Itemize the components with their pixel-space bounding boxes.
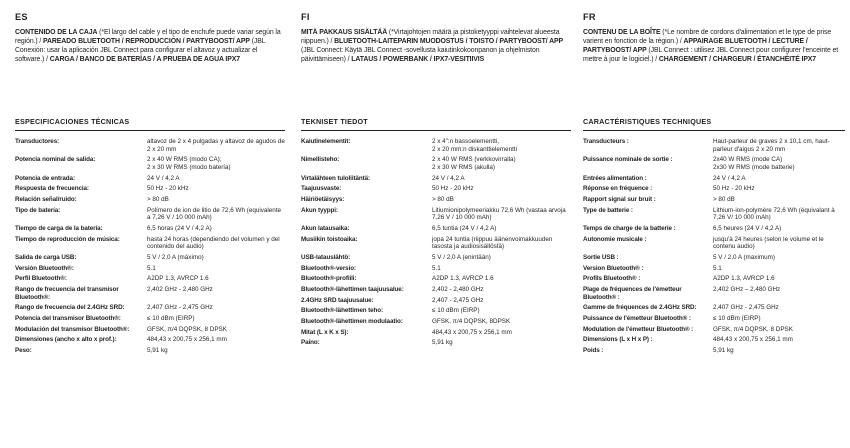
spec-value: 6,5 horas (24 V / 4,2 A) (147, 224, 212, 232)
spec-label: Puissance de l'émetteur Bluetooth® : (583, 314, 691, 322)
spec-label: Dimensiones (ancho x alto x prof.): (15, 336, 117, 344)
spec-label: Rapport signal sur bruit : (583, 195, 656, 203)
spec-row (301, 318, 571, 329)
spec-label: USB-latauslähtö: (301, 253, 351, 261)
intro-text: (JBL Connect : utilisez JBL Connect pour configurer l'enceinte et mettre à jour le logiciel.) / (583, 46, 839, 63)
spec-row (583, 304, 845, 315)
intro-text: (*El largo del cable y el tipo de enchufe puede variar según la región.) / (15, 29, 281, 45)
spec-value: 5 V / 2,0 A (maximum) (713, 253, 775, 261)
spec-value: 2,407 GHz - 2,475 GHz (713, 304, 779, 312)
spec-row (15, 185, 285, 196)
spec-label: Réponse en fréquence : (583, 185, 653, 193)
spec-value: GFSK, π/4 DQPSK, 8 DPSK (147, 325, 227, 333)
spec-label: Sortie USB : (583, 253, 619, 261)
intro-heading: CHARGEMENT / CHARGEUR / ÉTANCHÉITÉ IPX7 (658, 55, 817, 63)
spec-label: Rango de frecuencia del 2.4GHz SRD: (15, 304, 125, 312)
spec-label: Tiempo de reproducción de música: (15, 235, 120, 243)
spec-label: Musiikin toistoaika: (301, 235, 358, 243)
spec-value: 6,5 heures (24 V / 4,2 A) (713, 224, 782, 232)
spec-value: Litiumionipolymeeriakku 72,6 Wh (vastaa arvoja 7,26 V / 10 000 mAh) (432, 206, 566, 222)
spec-table (301, 138, 571, 350)
intro-paragraph (301, 29, 571, 117)
spec-row (301, 156, 571, 174)
spec-label: Dimensions (L x H x P) : (583, 336, 653, 344)
spec-label: Modulación del transmisor Bluetooth®: (15, 325, 130, 333)
spec-row (301, 339, 571, 350)
spec-row (15, 347, 285, 358)
spec-value: > 80 dB (147, 195, 169, 203)
spec-row (583, 286, 845, 304)
spec-row (15, 207, 285, 225)
spec-label: Respuesta de frecuencia: (15, 185, 89, 193)
spec-value: 484,43 x 200,75 x 256,1 mm (432, 328, 512, 336)
spec-value: > 80 dB (713, 195, 735, 203)
spec-label: Salida de carga USB: (15, 253, 77, 261)
intro-heading: APPAIRAGE BLUETOOTH / LECTURE / PARTYBOOST/ APP (583, 37, 808, 54)
spec-row (583, 175, 845, 186)
spec-row (583, 207, 845, 225)
spec-label: Bluetooth®-lähettimen teho: (301, 307, 384, 315)
spec-value: 24 V / 4,2 A (713, 174, 746, 182)
spec-row (301, 138, 571, 156)
spec-label: Autonomie musicale : (583, 235, 647, 243)
spec-row (15, 138, 285, 156)
spec-label: Tipo de batería: (15, 206, 61, 214)
spec-table (15, 138, 285, 358)
spec-label: Potencia del transmisor Bluetooth®: (15, 314, 121, 322)
spec-row (15, 175, 285, 186)
spec-label: Taajuusvaste: (301, 185, 342, 193)
spec-row (15, 336, 285, 347)
spec-row (583, 196, 845, 207)
spec-row (15, 304, 285, 315)
spec-row (583, 236, 845, 254)
spec-label: Entrées alimentation : (583, 174, 647, 182)
language-code: ES (15, 12, 28, 22)
intro-heading: PAREADO BLUETOOTH / REPRODUCCIÓN / PARTYBOOST/ APP (43, 37, 250, 45)
spec-label: Bluetooth®-profiili: (301, 275, 357, 283)
spec-value: 5.1 (147, 264, 156, 272)
spec-row (301, 196, 571, 207)
intro-heading: CONTENIDO DE LA CAJA (15, 29, 98, 36)
spec-row (301, 329, 571, 340)
spec-label: Häiriöetäisyys: (301, 195, 345, 203)
spec-row (583, 347, 845, 358)
spec-label: Bluetooth®-lähettimen modulaatio: (301, 318, 403, 325)
spec-value: jopa 24 tuntia (riippuu äänenvoimakkuuden tasosta ja audiosisällöstä) (432, 235, 553, 251)
spec-value: ≤ 10 dBm (EIRP) (432, 307, 480, 315)
spec-value: 5 V / 2,0 A (enintään) (432, 253, 491, 261)
spec-row (301, 236, 571, 254)
spec-row (583, 225, 845, 236)
spec-row (583, 326, 845, 337)
spec-value: 50 Hz - 20 kHz (432, 185, 474, 193)
spec-label: Virtalähteen tuloliitäntä: (301, 174, 371, 182)
spec-value: 5.1 (432, 264, 441, 272)
spec-label: Paino: (301, 339, 320, 347)
spec-value: Lithium-ion-polymère 72,6 Wh (équivalant à 7,26 V/ 10 000 mAh) (713, 206, 835, 222)
language-code: FI (301, 12, 310, 22)
spec-row (301, 175, 571, 186)
spec-label: Mitat (L x K x S): (301, 328, 349, 336)
spec-row (15, 254, 285, 265)
spec-row (583, 138, 845, 156)
spec-row (15, 286, 285, 304)
spec-row (15, 326, 285, 337)
spec-value: Haut-parleur de graves 2 x 10,1 cm, haut-parleur d'aigus 2 x 20 mm (713, 138, 830, 153)
spec-row (15, 236, 285, 254)
spec-value: 2,407 - 2,475 GHz (432, 296, 484, 304)
spec-value: 2 x 40 W RMS (modo CA); 2 x 30 W RMS (modo batería) (147, 156, 231, 171)
spec-label: Kaiutinelementit: (301, 138, 351, 145)
spec-label: Akun tyyppi: (301, 206, 338, 214)
spec-value: 5,91 kg (713, 346, 734, 354)
spec-row (301, 275, 571, 286)
spec-label: Potencia de entrada: (15, 174, 75, 182)
spec-value: A2DP 1.3, AVRCP 1.6 (147, 275, 209, 283)
intro-text: (*Virtajohtojen määrä ja pistoketyyppi vaihtelevat alueesta riippuen.) / (301, 29, 560, 45)
language-column-fr (583, 12, 845, 358)
spec-label: Puissance nominale de sortie : (583, 156, 673, 164)
spec-value: 2,402 - 2,480 GHz (432, 285, 484, 293)
spec-label: 2.4GHz SRD taajuusalue: (301, 296, 374, 304)
spec-value: ≤ 10 dBm (EIRP) (713, 314, 761, 322)
spec-value: altavoz de 2 x 4 pulgadas y altavoz de agudos de 2 x 20 mm (147, 138, 285, 153)
spec-value: A2DP 1.3, AVRCP 1.6 (713, 275, 775, 283)
spec-label: Tiempo de carga de la batería: (15, 224, 103, 232)
intro-heading: CARGA / BANCO DE BATERÍAS / A PRUEBA DE AGUA IPX7 (49, 55, 240, 63)
spec-value: GFSK, π/4 DQPSK, 8DPSK (432, 318, 511, 325)
spec-value: 5.1 (713, 264, 722, 272)
spec-value: GFSK, π/4 DQPSK, 8 DPSK (713, 325, 793, 333)
spec-row (301, 297, 571, 308)
spec-row (583, 336, 845, 347)
spec-value: Polímero de ion de litio de 72,6 Wh (equivalente a 7,26 V / 10 000 mAh) (147, 206, 282, 222)
spec-value: A2DP 1.3, AVRCP 1.6 (432, 275, 494, 283)
spec-value: 2,402 GHz – 2,480 GHz (713, 285, 781, 293)
spec-value: 484,43 x 200,75 x 256,1 mm (147, 336, 227, 344)
spec-label: Bluetooth®-lähettimen taajuusalue: (301, 285, 404, 293)
spec-value: ≤ 10 dBm (EIRP) (147, 314, 195, 322)
spec-row (583, 275, 845, 286)
spec-row (583, 265, 845, 276)
spec-value: jusqu'à 24 heures (selon le volume et le contenu audio) (713, 235, 824, 251)
spec-row (301, 207, 571, 225)
spec-row (301, 307, 571, 318)
spec-row (301, 286, 571, 297)
language-column-fi (301, 12, 571, 350)
spec-label: Gamme de fréquences de 2.4GHz SRD: (583, 304, 697, 312)
section-title: TEKNISET TIEDOT (301, 117, 571, 131)
spec-value: 24 V / 4,2 A (432, 174, 465, 182)
spec-value: 24 V / 4,2 A (147, 174, 180, 182)
spec-label: Poids : (583, 346, 604, 354)
spec-label: Nimellisteho: (301, 156, 340, 164)
spec-label: Relación señal/ruido: (15, 195, 77, 203)
spec-value: > 80 dB (432, 195, 454, 203)
spec-row (583, 185, 845, 196)
intro-heading: BLUETOOTH-LAITEPARIN MUODOSTUS / TOISTO / PARTYBOOST/ APP (334, 37, 564, 45)
language-code: FR (583, 12, 596, 22)
intro-heading: MITÄ PAKKAUS SISÄLTÄÄ (301, 29, 388, 36)
spec-row (15, 156, 285, 174)
spec-label: Version Bluetooth® : (583, 264, 644, 272)
spec-value: 2,407 GHz - 2,475 GHz (147, 304, 213, 312)
spec-label: Bluetooth®-versio: (301, 264, 356, 272)
spec-row (583, 156, 845, 174)
spec-label: Transductores: (15, 138, 60, 145)
spec-row (301, 254, 571, 265)
spec-value: hasta 24 horas (dependiendo del volumen y del contenido del audio) (147, 235, 280, 251)
spec-row (15, 275, 285, 286)
spec-row (583, 254, 845, 265)
spec-value: 2 x 40 W RMS (verkkovirralla) 2 x 30 W RMS (akulla) (432, 156, 516, 171)
spec-label: Transducteurs : (583, 138, 629, 145)
intro-text: (*Le nombre de cordons d'alimentation et le type de prise varient en fonction de la région.) / (583, 29, 832, 45)
spec-row (583, 315, 845, 326)
section-title: CARACTÉRISTIQUES TECHNIQUES (583, 117, 845, 131)
spec-label: Perfil Bluetooth®: (15, 275, 67, 283)
spec-row (15, 315, 285, 326)
spec-label: Potencia nominal de salida: (15, 156, 96, 164)
spec-label: Profils Bluetooth® : (583, 275, 641, 283)
intro-paragraph (15, 29, 285, 117)
intro-text: (JBL Connect: Käytä JBL Connect -sovellusta kaiutinkokoonpanon ja ohjelmiston päivittämiseen) / (301, 46, 540, 63)
spec-label: Temps de charge de la batterie : (583, 224, 676, 232)
spec-label: Plage de fréquences de l'émetteur Bluetooth® : (583, 285, 682, 301)
intro-heading: LATAUS / POWERBANK / IPX7-VESITIIVIS (351, 55, 485, 63)
spec-value: 50 Hz - 20 kHz (713, 185, 755, 193)
spec-value: 5,91 kg (147, 346, 168, 354)
spec-row (301, 225, 571, 236)
language-column-es (15, 12, 285, 358)
spec-label: Modulation de l'émetteur Bluetooth® : (583, 325, 694, 333)
spec-row (301, 185, 571, 196)
spec-value: 5,91 kg (432, 339, 453, 347)
spec-value: 2x40 W RMS (mode CA) 2x30 W RMS (mode batterie) (713, 156, 795, 171)
intro-heading: CONTENU DE LA BOÎTE (583, 29, 661, 36)
spec-value: 5 V / 2,0 A (máximo) (147, 253, 204, 261)
spec-label: Akun latausaika: (301, 224, 350, 232)
intro-paragraph (583, 29, 845, 117)
spec-label: Rango de frecuencia del transmisor Bluetooth®: (15, 285, 119, 301)
spec-value: 2 x 4":n bassoelementti, 2 x 20 mm:n diskanttielementti (432, 138, 518, 153)
spec-value: 50 Hz - 20 kHz (147, 185, 189, 193)
spec-table (583, 138, 845, 358)
spec-row (15, 225, 285, 236)
spec-value: 2,402 GHz - 2,480 GHz (147, 285, 213, 293)
spec-value: 6,5 tuntia (24 V / 4,2 A) (432, 224, 497, 232)
spec-label: Versión Bluetooth®: (15, 264, 74, 272)
spec-label: Peso: (15, 346, 32, 354)
spec-row (15, 196, 285, 207)
spec-label: Type de batterie : (583, 206, 633, 214)
spec-row (15, 265, 285, 276)
intro-text: (JBL Conexión: usar la aplicación JBL Connect para configurar el altavoz y actualizar el software.) / (15, 37, 266, 63)
section-title: ESPECIFICACIONES TÉCNICAS (15, 117, 285, 131)
spec-row (301, 265, 571, 276)
spec-value: 484,43 x 200,75 x 256,1 mm (713, 336, 793, 344)
